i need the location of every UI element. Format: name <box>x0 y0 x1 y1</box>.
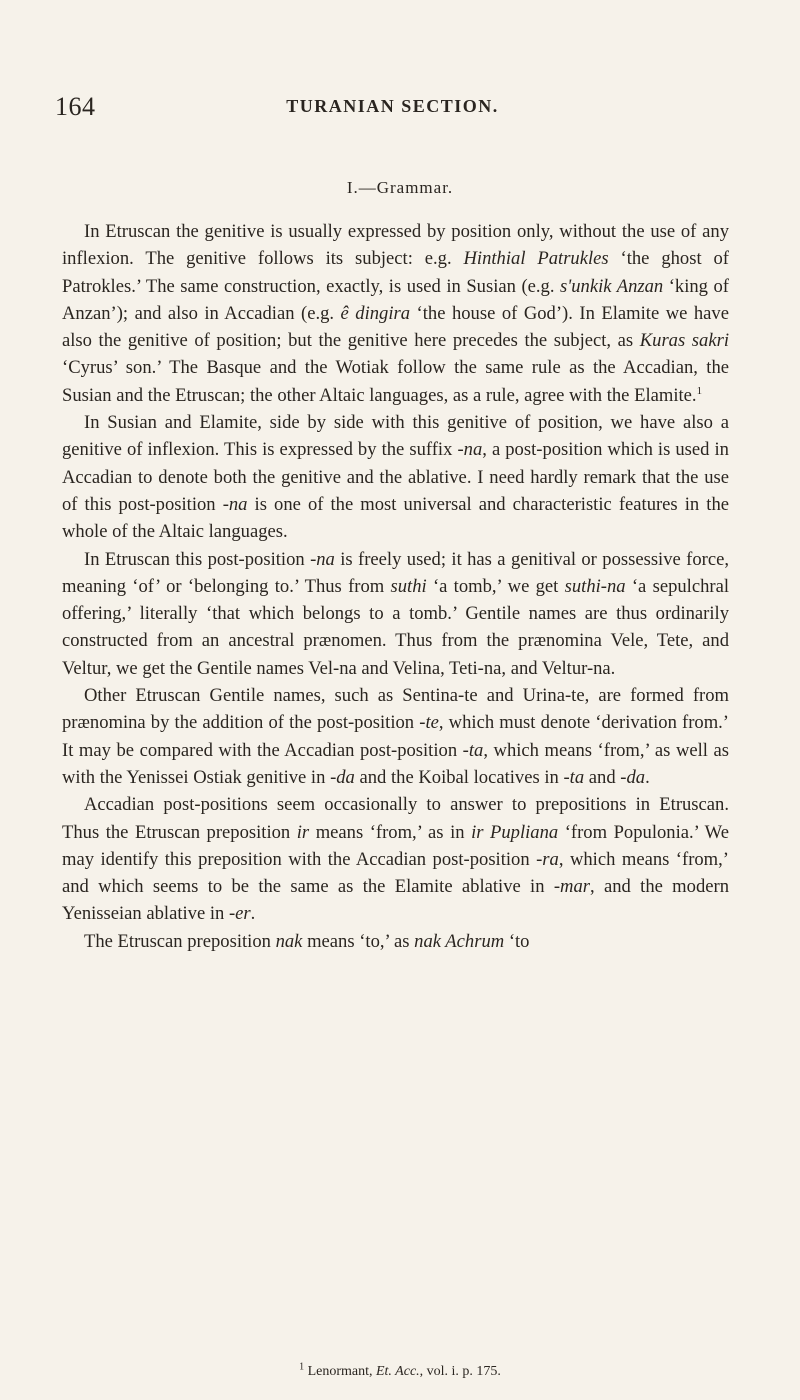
text-run: . <box>250 903 256 925</box>
section-heading: I.—Grammar. <box>346 178 454 197</box>
paragraph <box>62 791 729 927</box>
text-run: In Susian and Elamite, side by side with this genitive of position, we have also a genitive of inflexion. This is expressed by the suffix <box>62 412 729 461</box>
text-run: Other Etruscan Gentile names, such as Sentina-te and Urina-te, are formed from prænomina by the addition of the post-position <box>62 685 729 734</box>
text-run: means ‘from,’ as in <box>309 821 472 843</box>
text-run: , a post-position which is used in Accadian to denote both the genitive and the ablative. I need hardly remark that the use of this post-position <box>62 439 729 515</box>
footnote-text-before: Lenormant, <box>307 1364 376 1379</box>
text-run: , which means ‘from,’ and which seems to be the same as the Elamite ablative in <box>62 848 729 898</box>
footnote-text-italic: Et. Acc. <box>375 1364 420 1379</box>
italic-term: ê dingira <box>340 302 411 324</box>
italic-term: -er <box>228 903 251 925</box>
paragraph <box>62 546 729 682</box>
text-run: In Etruscan the genitive is usually expressed by position only, without the use of any inflexion. The genitive follows its subject: e.g. <box>62 221 729 270</box>
paragraph <box>62 682 729 791</box>
text-run: ‘king of Anzan’); and also in Accadian (e.g. <box>62 275 730 324</box>
italic-term: nak <box>275 930 303 952</box>
italic-term: -ra <box>536 848 559 870</box>
paragraph <box>62 928 729 955</box>
footnote <box>0 1361 800 1380</box>
italic-term: -na <box>457 439 483 461</box>
italic-term: -mar <box>553 876 591 898</box>
italic-term: Hinthial Patrukles <box>463 248 609 270</box>
text-run: means ‘to,’ as <box>302 930 415 952</box>
italic-term: -da <box>620 766 646 788</box>
text-run: ‘the ghost of Patrokles.’ The same construction, exactly, is used in Susian (e.g. <box>62 248 729 297</box>
text-run: , which means ‘from,’ as well as with the Yenissei Ostiak genitive in <box>62 739 729 788</box>
page-number: 164 <box>55 92 96 121</box>
paragraph <box>62 218 729 409</box>
text-run: is one of the most universal and characteristic features in the whole of the Altaic languages. <box>62 493 729 543</box>
italic-term: -te <box>419 712 439 734</box>
italic-term: -ta <box>462 739 484 761</box>
running-title: TURANIAN SECTION. <box>286 96 499 116</box>
text-run: ‘Cyrus’ son.’ The Basque and the Wotiak follow the same rule as the Accadian, the Susian and the Etruscan; the other Altaic languages, as a rule, agree with the Elamite. <box>62 357 729 406</box>
italic-term: s'unkik Anzan <box>560 275 664 297</box>
text-run: , and the modern Yenisseian ablative in <box>62 876 729 925</box>
paragraph <box>62 409 729 545</box>
text-run: ‘a sepulchral offering,’ literally ‘that which belongs to a tomb.’ Gentile names are thus ordinarily constructed from an ancestral prænomen. Thus from the prænomina Vele, Tete, and Veltur, we get the Gentile names Vel-na and Velina, Teti-na, and Veltur-na. <box>62 575 730 679</box>
text-run: ‘to <box>504 930 530 952</box>
text-run: ‘a tomb,’ we get <box>426 575 565 597</box>
italic-term: ir Pupliana <box>471 821 559 843</box>
text-run: and <box>584 766 621 788</box>
italic-term: -na <box>222 493 248 515</box>
body-text <box>62 218 729 955</box>
text-run: In Etruscan this post-position <box>84 548 311 570</box>
text-run: and the Koibal locatives in <box>354 766 564 788</box>
italic-term: -ta <box>563 766 585 788</box>
italic-term: -na <box>310 548 335 570</box>
italic-term: Kuras sakri <box>639 330 729 352</box>
footnote-text-after: , vol. i. p. 175. <box>419 1364 501 1379</box>
text-run: , which must denote ‘derivation from.’ It may be compared with the Accadian post-position <box>62 712 729 761</box>
footnote-reference: 1 <box>696 384 703 397</box>
footnote-mark: 1 <box>299 1361 305 1373</box>
text-run: is freely used; it has a genitival or possessive force, meaning ‘of’ or ‘belonging to.’ Thus from <box>62 548 729 597</box>
italic-term: ir <box>296 821 310 843</box>
text-run: ‘from Populonia.’ We may identify this preposition with the Accadian post-position <box>62 821 729 870</box>
italic-term: -da <box>330 766 355 788</box>
italic-term: nak Achrum <box>414 930 505 952</box>
text-run: ‘the house of God’). In Elamite we have also the genitive of position; but the genitive here precedes the subject, as <box>62 302 729 352</box>
running-head <box>55 92 730 122</box>
italic-term: suthi-na <box>564 575 626 597</box>
italic-term: suthi <box>390 575 427 597</box>
text-run: Accadian post-positions seem occasionally to answer to prepositions in Etruscan. Thus the Etruscan preposition <box>62 794 729 843</box>
text-run: The Etruscan preposition <box>84 930 276 952</box>
text-run: . <box>645 766 650 788</box>
